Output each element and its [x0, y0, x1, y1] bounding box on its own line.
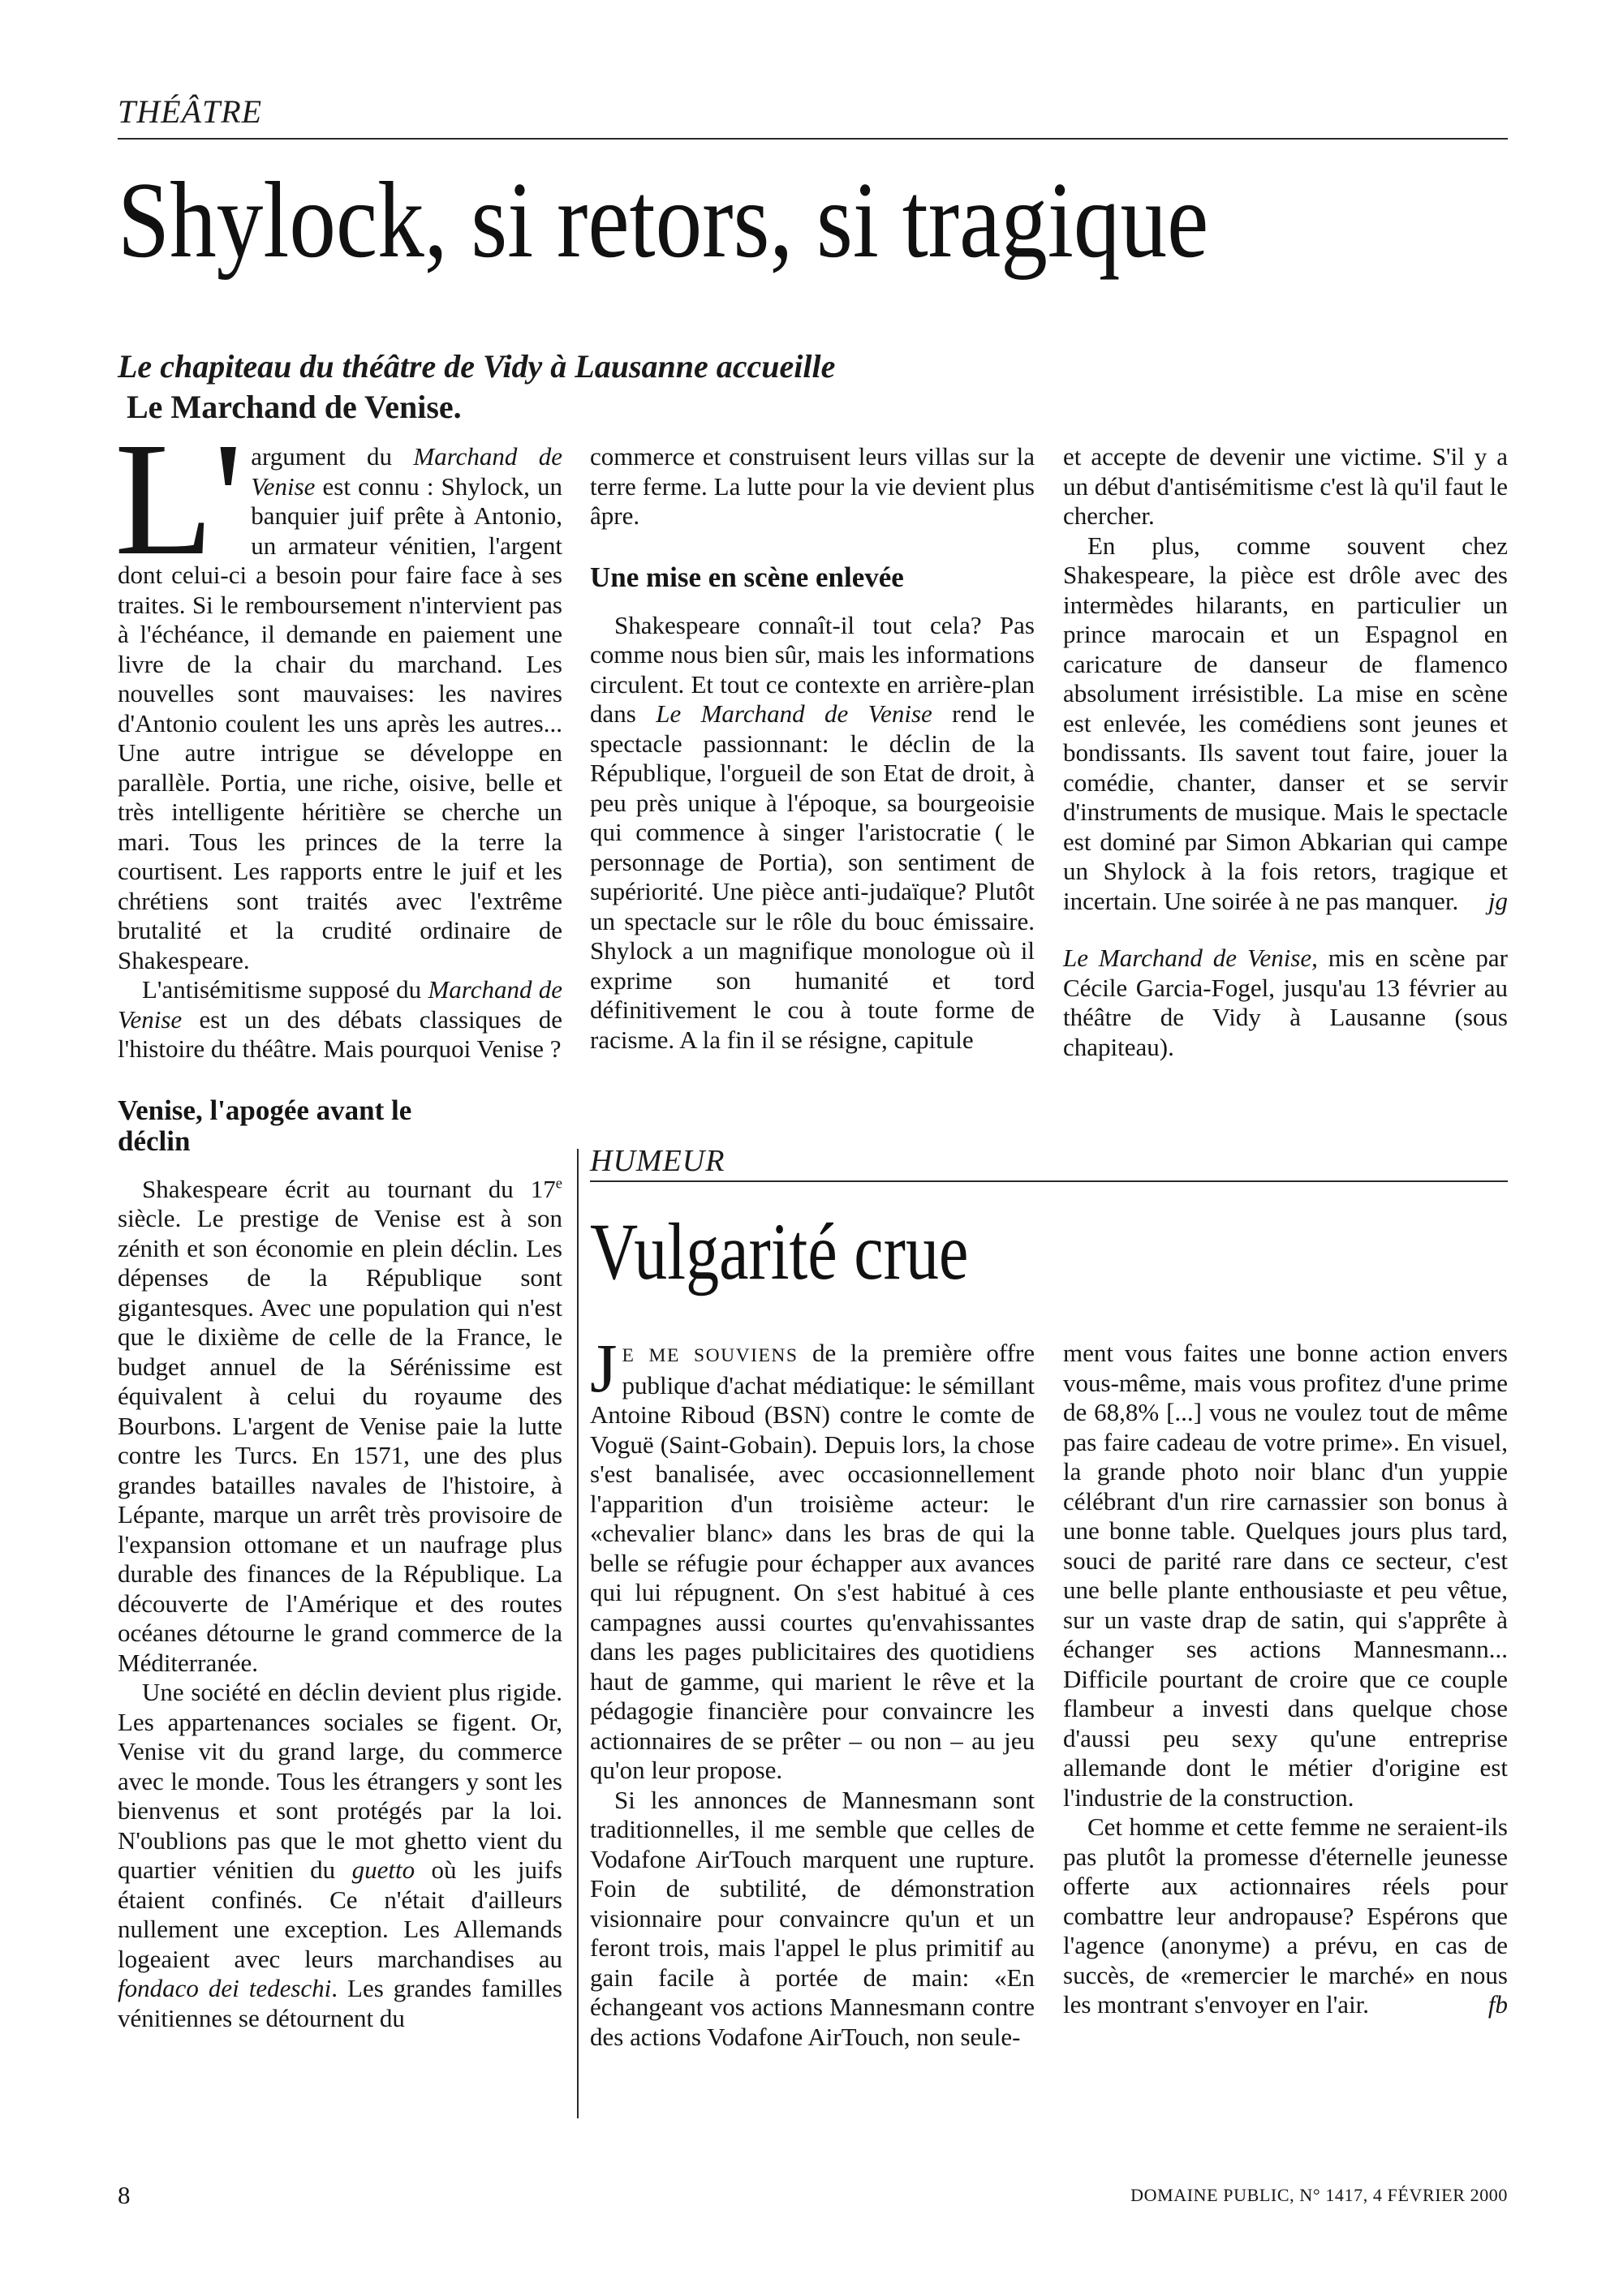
page-number: 8	[118, 2181, 131, 2209]
humeur-column-1	[590, 1329, 1035, 2052]
italic-title: Le Marchand de Venise	[656, 699, 932, 728]
italic-title: Marchand de Venise	[251, 442, 562, 501]
italic-term: guetto	[351, 1855, 415, 1884]
production-credit	[1063, 944, 1508, 1062]
paragraph: et accepte de devenir une victime. S'il y a un début d'antisémitisme c'est là qu'il faut le chercher.	[1063, 442, 1508, 530]
superscript: e	[555, 1175, 562, 1193]
paragraph	[590, 1329, 1035, 1786]
italic-title: Le Marchand de Venise,	[1063, 944, 1318, 972]
theatre-column-3	[1063, 442, 1508, 1062]
publication-line: DOMAINE PUBLIC, N° 1417, 4 FÉVRIER 2000	[1130, 2185, 1508, 2205]
paragraph: ment vous faites une bonne action envers vous-même, mais vous profitez d'une prime de 68,8% [...] vous ne voulez tout de même pas faire cadeau de votre prime». En visuel, la grande photo noir blanc d'un yuppie célébrant d'un rire carnassier son bonus à une bonne table. Quelques jours plus tard, souci de parité rare dans ce secteur, c'est une belle plante enthousiaste et peu vêtue, sur un vaste drap de satin, qui s'apprête à échanger ses actions Mannesmann... Difficile pourtant de croire que ce couple flambeur a investi dans quelque chose d'aussi peu sexy qu'une entreprise allemande dont le métier d'origine est l'industrie de la construction.	[1063, 1339, 1508, 1812]
section-label-theatre: THÉÂTRE	[118, 93, 263, 130]
text-run: mis en scène par Cécile Garcia-Fogel, jusqu'au 13 février au théâtre de Vidy à Lausanne (sous chapiteau).	[1063, 944, 1508, 1061]
paragraph	[114, 410, 562, 975]
paragraph: Si les annonces de Mannesmann sont traditionnelles, il me semble que celles de Vodafone AirTouch marquent une rupture. Foin de subtilité, de démonstration visionnaire pour convaincre qu'un et un feront trois, mais l'appel le plus primitif au gain facile à portée de main: «En échangeant vos actions Mannesmann contre des actions Vodafone AirTouch, non seule-	[590, 1785, 1035, 2051]
article-dek: Le chapiteau du théâtre de Vidy à Lausanne accueille	[118, 348, 836, 385]
paragraph	[118, 1175, 562, 1679]
text-run: En plus, comme souvent chez Shakespeare, la pièce est drôle avec des intermèdes hilarants, en particulier un prince marocain et un Espagnol en caricature de danseur de flamenco absolument irrésistible. La mise en scène est enlevée, les comédiens sont jeunes et bondissants. Ils savent tout faire, jouer la comédie, chanter, danser et se servir d'instruments de musique. Mais le spectacle est dominé par Simon Abkarian qui campe un Shylock à la fois retors, tragique et incertain. Une soirée à ne pas manquer.	[1063, 531, 1508, 915]
subheading: Une mise en scène enlevée	[590, 561, 904, 593]
italic-term: fondaco dei tedeschi	[118, 1974, 332, 2002]
text-run: Shakespeare écrit au tournant du 17	[142, 1174, 556, 1203]
subheading: Venise, l'apogée avant le déclin	[118, 1094, 412, 1157]
section-rule-humeur	[590, 1180, 1508, 1182]
text-run: est connu : Shylock, un banquier juif prête à Antonio, un armateur vénitien, l'argent dont celui-ci a besoin pour faire face à ses traites. Si le remboursement n'intervient pas à l'échéance, il demande en paiement une livre de la chair du marchand. Les nouvelles sont mauvaises: les navires d'Antonio coulent les uns après les autres... Une autre intrigue se développe en parallèle. Portia, une riche, oisive, belle et très intelligente héritière se cherche un mari. Tous les princes de la terre la courtisent. Les rapports entre le juif et les chrétiens sont traités avec l'extrême brutalité et la crudité ordinaire de Shakespeare.	[118, 471, 562, 974]
text-run: Shakespeare connaît-il tout cela? Pas comme nous bien sûr, mais les informations circulent. Et tout ce contexte en arrière-plan dans	[590, 610, 1035, 728]
author-signature: jg	[1487, 886, 1508, 915]
paragraph	[590, 611, 1035, 1056]
small-caps-lead: E ME SOUVIENS	[622, 1345, 799, 1366]
drop-cap: J	[590, 1329, 618, 1407]
paragraph	[1063, 1812, 1508, 2020]
text-run: argument du	[251, 442, 414, 471]
humeur-column-2	[1063, 1339, 1508, 2020]
section-label-humeur: HUMEUR	[590, 1144, 725, 1178]
text-run: . Les grandes familles vénitiennes se détournent du	[118, 1974, 562, 2032]
text-run: rend le spectacle passionnant: le déclin de la République, l'orgueil de son Etat de droit, à peu près unique à l'époque, sa bourgeoisie qui commence à singer l'aristocratie ( le personnage de Portia), son sentiment de supériorité. Une pièce anti-judaïque? Plutôt un spectacle sur le rôle du bouc émissaire. Shylock a un magnifique monologue où il exprime son humanité et tord définitivement le cou à toute forme de racisme. A la fin il se résigne, capitule	[590, 699, 1035, 1054]
text-run: où les juifs étaient confinés. Ce n'était d'ailleurs nullement une exception. Les Allemands logeaient avec leurs marchandises au	[118, 1855, 562, 1973]
text-run: est un des débats classiques de l'histoire du théâtre. Mais pourquoi Venise ?	[118, 1004, 562, 1063]
drop-cap: L'	[114, 410, 243, 589]
text-run: de la première offre publique d'achat médiatique: le sémillant Antoine Riboud (BSN) contre le comte de Voguë (Saint-Gobain). Depuis lors, la chose s'est banalisée, avec occasionnellement l'apparition d'un troisième acteur: le «chevalier blanc» dans les bras de qui la belle se réfugie pour échapper aux avances qui lui répugnent. On s'est habitué à ces campagnes aussi courtes qu'envahissantes dans les pages publicitaires des quotidiens haut de gamme, qui marient le rêve et la pédagogie financière pour convaincre les actionnaires de se prêter – ou non – au jeu qu'on leur propose.	[590, 1339, 1035, 1784]
paragraph	[118, 1678, 562, 2033]
column-divider	[577, 1149, 579, 2118]
article-dek-title: Le Marchand de Venise.	[127, 389, 462, 425]
paragraph	[1063, 531, 1508, 917]
article-headline: Shylock, si retors, si tragique	[118, 160, 1209, 280]
humeur-headline: Vulgarité crue	[590, 1206, 969, 1296]
text-run: L'antisémitisme supposé du	[142, 975, 428, 1004]
text-run: siècle. Le prestige de Venise est à son zénith et son économie en plein déclin. Les dépenses de la République sont gigantesques. Avec une population qui n'est que le dixième de celle de la France, le budget annuel de la Sérénissime est équivalent à celui du royaume des Bourbons. L'argent de Venise paie la lutte contre les Turcs. En 1571, une des plus grandes batailles navales de l'histoire, à Lépante, marque un arrêt très provisoire de l'expansion ottomane et un naufrage plus durable des finances de la République. La découverte de l'Amérique et des routes océanes détourne le grand commerce de la Méditerranée.	[118, 1204, 562, 1677]
text-run: Une société en déclin devient plus rigide. Les appartenances sociales se figent. Or, Venise vit du grand large, du commerce avec le monde. Tous les étrangers y sont les bienvenus et sont protégés par la loi. N'oublions pas que le mot ghetto vient du quartier vénitien du	[118, 1678, 562, 1884]
author-signature: fb	[1487, 1990, 1508, 2019]
paragraph	[118, 975, 562, 1064]
section-rule-theatre	[118, 138, 1508, 140]
theatre-column-2	[590, 442, 1035, 1055]
paragraph: commerce et construisent leurs villas sur la terre ferme. La lutte pour la vie devient plus âpre.	[590, 442, 1035, 530]
theatre-column-1	[114, 410, 562, 2033]
italic-title: Marchand de Venise	[118, 975, 562, 1034]
text-run: Cet homme et cette femme ne seraient-ils pas plutôt la promesse d'éternelle jeunesse offerte aux actionnaires réels pour combattre leur andropause? Espérons que l'agence (anonyme) a prévu, en cas de succès, de «remercier le marché» en nous les montrant s'envoyer en l'air.	[1063, 1812, 1508, 2019]
